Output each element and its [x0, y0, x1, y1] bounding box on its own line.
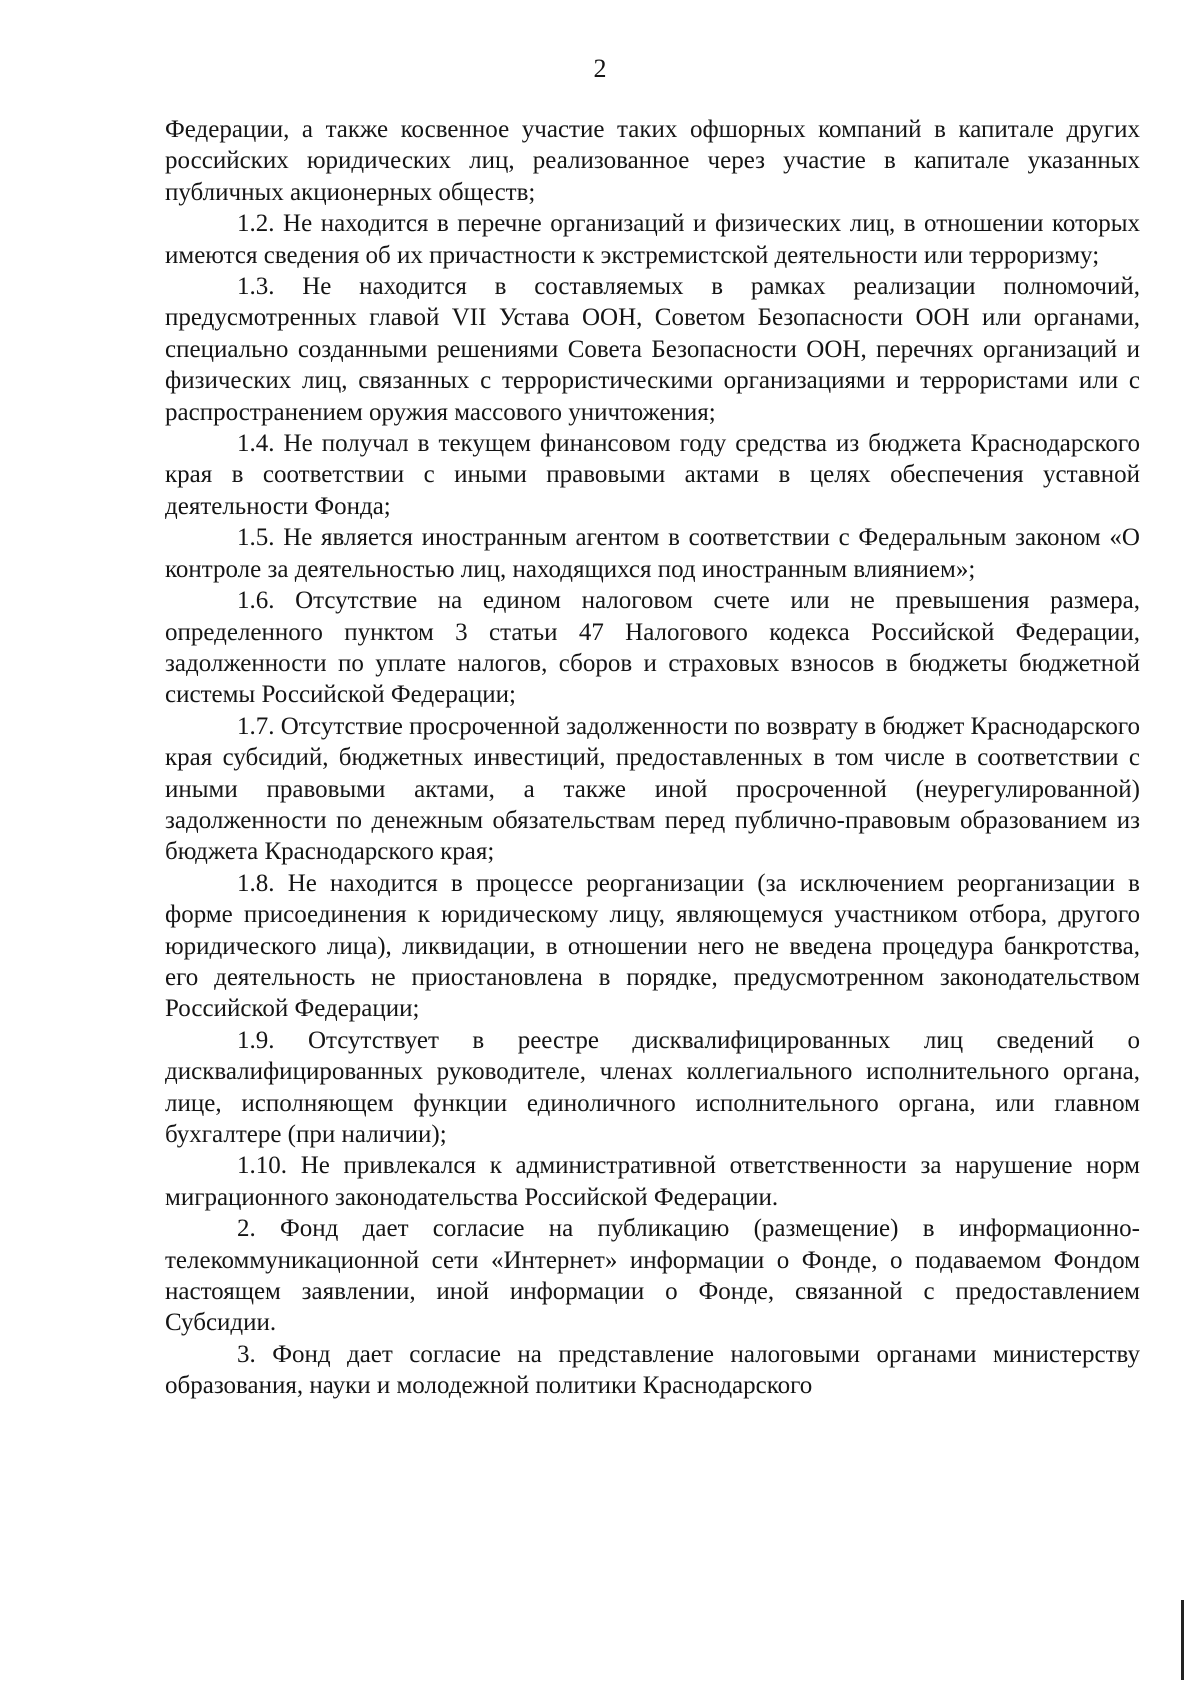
paragraph-1-9: 1.9. Отсутствует в реестре дисквалифицированных лиц сведений о дисквалифицированных руководителе, членах коллегиального исполнительного органа, лице, исполняющем функции единоличного исполнительного органа, или главном бухгалтере (при наличии); [165, 1026, 1140, 1148]
scan-edge-mark [1181, 1600, 1184, 1680]
paragraph-1-10: 1.10. Не привлекался к административной ответственности за нарушение норм миграционного законодательства Российской Федерации. [165, 1152, 1140, 1211]
paragraph-3: 3. Фонд дает согласие на представление налоговыми органами министерству образования, науки и молодежной политики Краснодарского [165, 1340, 1140, 1400]
document-body [165, 114, 1140, 1402]
paragraph-1-7: 1.7. Отсутствие просроченной задолженности по возврату в бюджет Краснодарского края субсидий, бюджетных инвестиций, предоставленных в том числе в соответствии с иными правовыми актами, а также иной просроченной (неурегулированной) задолженности по денежным обязательствам перед публично-правовым образованием из бюджета Краснодарского края; [165, 712, 1140, 866]
paragraph-1-8: 1.8. Не находится в процессе реорганизации (за исключением реорганизации в форме присоединения к юридическому лицу, являющемуся участником отбора, другого юридического лица), ликвидации, в отношении него не введена процедура банкротства, его деятельность не приостановлена в порядке, предусмотренном законодательством Российской Федерации; [165, 869, 1140, 1023]
paragraph-2: 2. Фонд дает согласие на публикацию (размещение) в информационно-телекоммуникационной сети «Интернет» информации о Фонде, о подаваемом Фондом настоящем заявлении, иной информации о Фонде, связанной с предоставлением Субсидии. [165, 1215, 1140, 1337]
paragraph-1-2: 1.2. Не находится в перечне организаций и физических лиц, в отношении которых имеются сведения об их причастности к экстремистской деятельности или терроризму; [165, 210, 1140, 269]
page-number: 2 [593, 54, 607, 83]
paragraph-1-4: 1.4. Не получал в текущем финансовом году средства из бюджета Краснодарского края в соответствии с иными правовыми актами в целях обеспечения уставной деятельности Фонда; [165, 430, 1140, 520]
paragraph-continuation: Федерации, а также косвенное участие таких офшорных компаний в капитале других российских юридических лиц, реализованное через участие в капитале указанных публичных акционерных обществ; [165, 116, 1140, 206]
paragraph-1-5: 1.5. Не является иностранным агентом в соответствии с Федеральным законом «О контроле за деятельностью лиц, находящихся под иностранным влиянием»; [165, 524, 1140, 583]
paragraph-1-6: 1.6. Отсутствие на едином налоговом счете или не превышения размера, определенного пунктом 3 статьи 47 Налогового кодекса Российской Федерации, задолженности по уплате налогов, сборов и страховых взносов в бюджеты бюджетной системы Российской Федерации; [165, 587, 1140, 709]
paragraph-1-3: 1.3. Не находится в составляемых в рамках реализации полномочий, предусмотренных главой VII Устава ООН, Советом Безопасности ООН или органами, специально созданными решениями Совета Безопасности ООН, перечнях организаций и физических лиц, связанных с террористическими организациями и террористами или с распространением оружия массового уничтожения; [165, 273, 1140, 426]
